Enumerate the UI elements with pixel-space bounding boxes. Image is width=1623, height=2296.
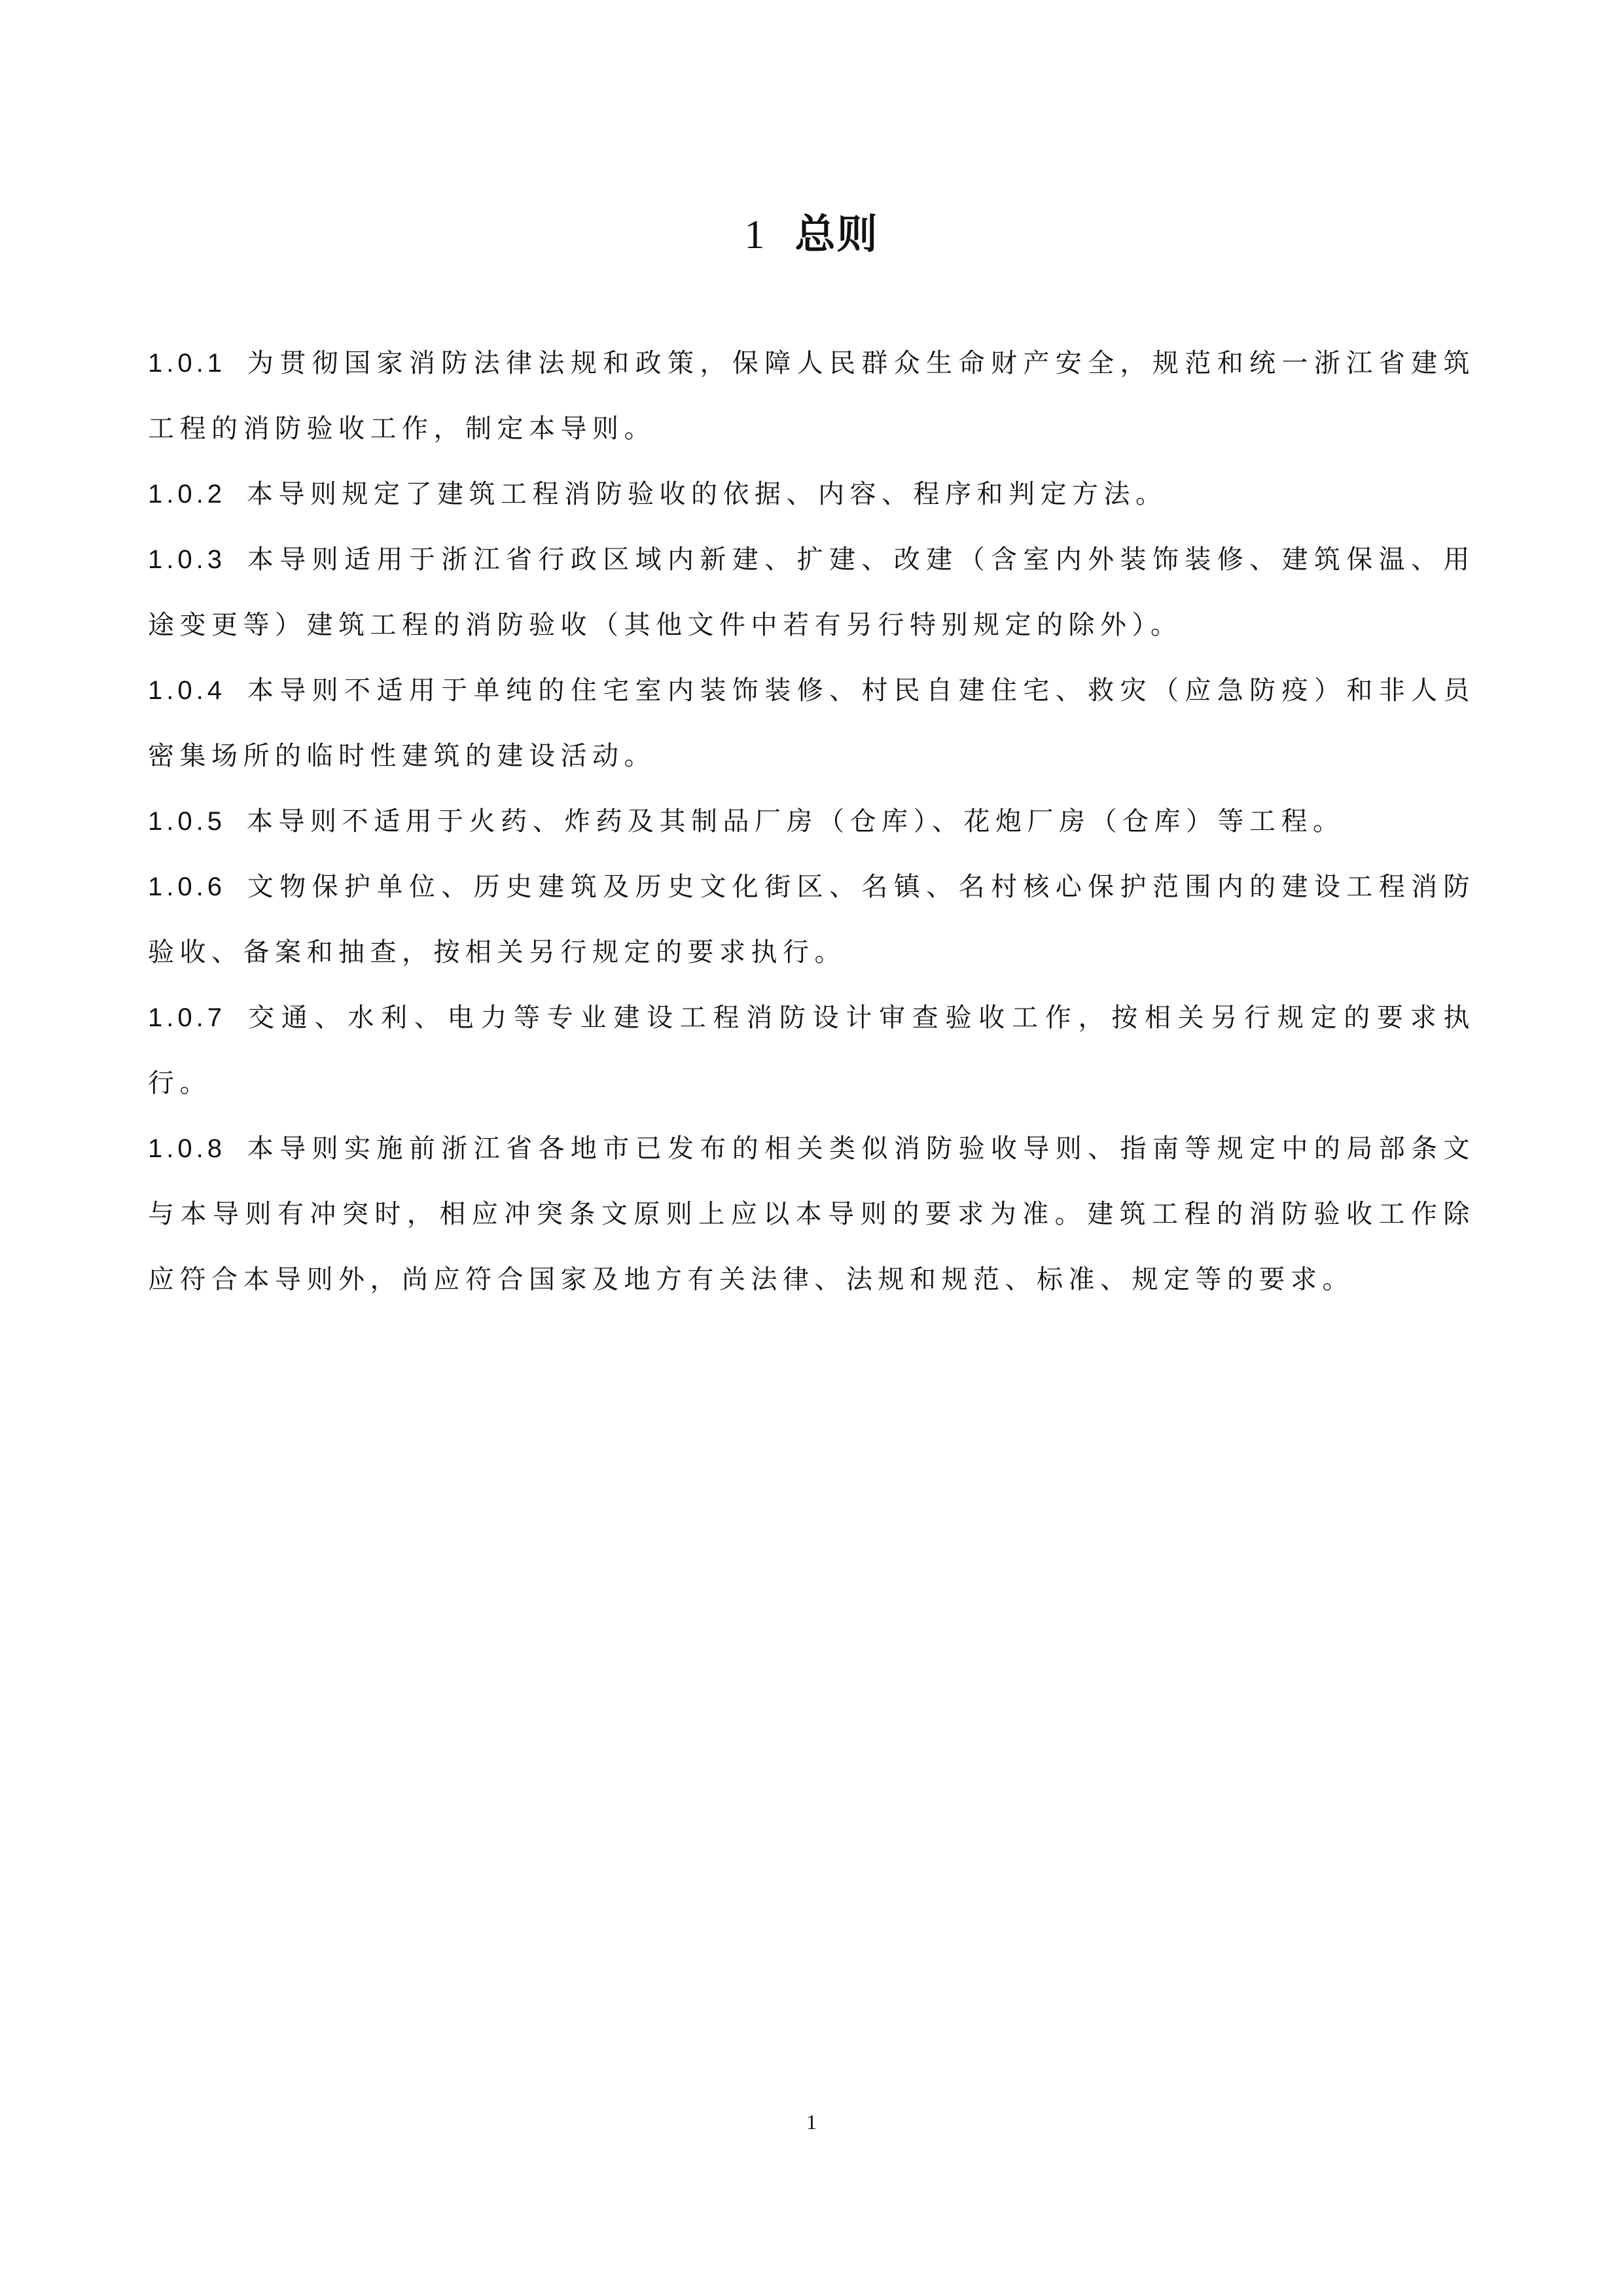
clause-number: 1.0.6 [148, 872, 226, 901]
chapter-name: 总则 [794, 210, 879, 258]
clause-number: 1.0.8 [148, 1134, 226, 1163]
clause-text: 本导则规定了建筑工程消防验收的依据、内容、程序和判定方法。 [246, 479, 1168, 509]
clause-number: 1.0.3 [148, 545, 226, 574]
clause-text: 本导则实施前浙江省各地市已发布的相关类似消防验收导则、指南等规定中的局部条文与本导则有冲突时，相应冲突条文原则上应以本导则的要求为准。建筑工程的消防验收工作除应符合本导则外，尚应符合国家及地方有关法律、法规和规范、标准、规定等的要求。 [148, 1134, 1475, 1295]
page-number: 1 [806, 2110, 817, 2134]
clause-number: 1.0.7 [148, 1003, 226, 1032]
clause-number: 1.0.1 [148, 349, 226, 378]
clause-number: 1.0.4 [148, 676, 226, 705]
clause-1-0-8 [148, 1116, 1475, 1312]
clause-1-0-5 [148, 789, 1475, 854]
clause-1-0-6 [148, 854, 1475, 985]
clause-text: 为贯彻国家消防法律法规和政策，保障人民群众生命财产安全，规范和统一浙江省建筑工程的消防验收工作，制定本导则。 [148, 348, 1475, 444]
clause-1-0-7 [148, 985, 1475, 1116]
clause-1-0-1 [148, 331, 1475, 461]
clause-text: 交通、水利、电力等专业建设工程消防设计审查验收工作，按相关另行规定的要求执行。 [148, 1003, 1475, 1098]
clause-text: 文物保护单位、历史建筑及历史文化街区、名镇、名村核心保护范围内的建设工程消防验收、备案和抽查，按相关另行规定的要求执行。 [148, 872, 1475, 967]
clause-1-0-4 [148, 658, 1475, 789]
clause-number: 1.0.5 [148, 807, 226, 836]
chapter-title [0, 208, 1623, 261]
clause-text: 本导则不适用于单纯的住宅室内装饰装修、村民自建住宅、救灾（应急防疫）和非人员密集场所的临时性建筑的建设活动。 [148, 675, 1475, 771]
clause-text: 本导则不适用于火药、炸药及其制品厂房（仓库）、花炮厂房（仓库）等工程。 [246, 806, 1345, 836]
clause-list [148, 331, 1475, 1312]
clause-1-0-3 [148, 527, 1475, 658]
clause-text: 本导则适用于浙江省行政区域内新建、扩建、改建（含室内外装饰装修、建筑保温、用途变更等）建筑工程的消防验收（其他文件中若有另行特别规定的除外）。 [148, 545, 1475, 640]
clause-number: 1.0.2 [148, 480, 226, 509]
clause-1-0-2 [148, 461, 1475, 527]
chapter-number: 1 [744, 213, 766, 257]
